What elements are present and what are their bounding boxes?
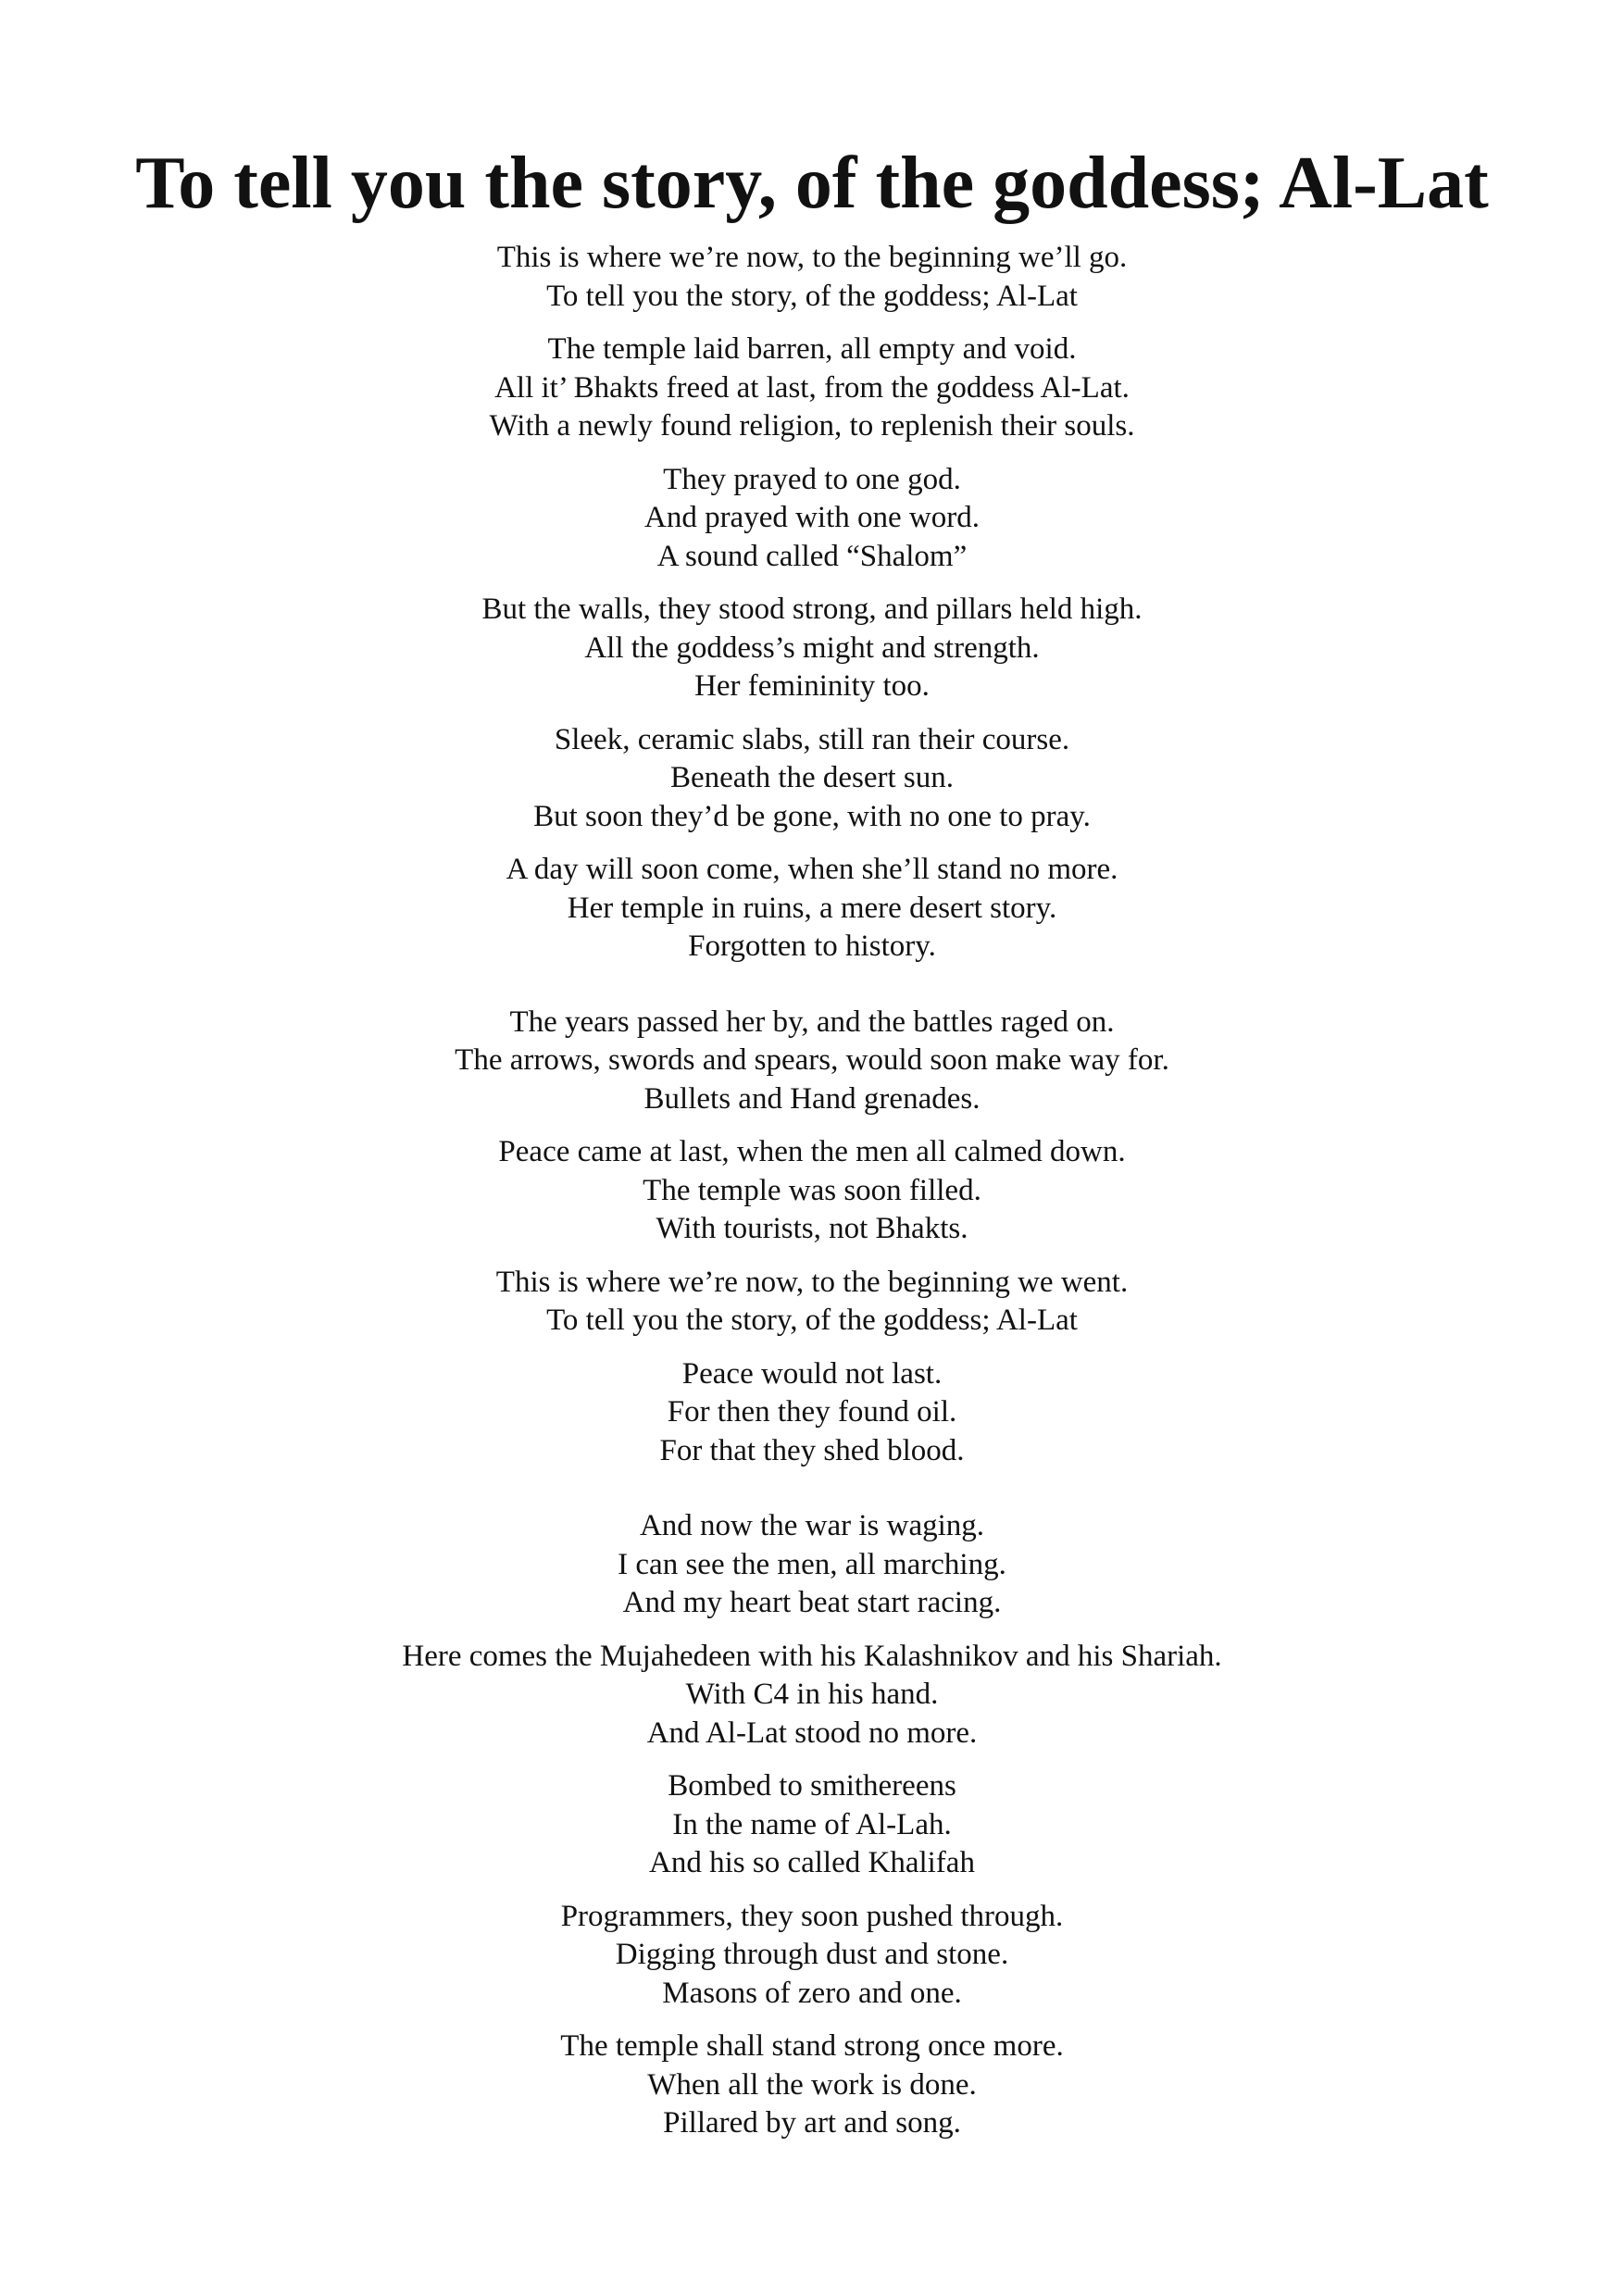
poem-line: Bombed to smithereens	[668, 1769, 956, 1803]
poem-line: Her femininity too.	[694, 669, 930, 703]
poem-line: Peace came at last, when the men all calmed down.	[498, 1135, 1126, 1168]
poem-line: To tell you the story, of the goddess; Al-Lat	[546, 1304, 1078, 1337]
poem-line: The years passed her by, and the battles raged on.	[509, 1004, 1115, 1039]
poem-line: Pillared by art and song.	[663, 2106, 961, 2140]
poem-line: They prayed to one god.	[663, 462, 961, 496]
poem-line: With tourists, not Bhakts.	[656, 1212, 968, 1245]
poem-line: Her temple in ruins, a mere desert story.	[567, 891, 1057, 925]
poem-line: And his so called Khalifah	[649, 1846, 975, 1879]
poem-line: With C4 in his hand.	[685, 1678, 939, 1711]
stanza	[0, 591, 1624, 706]
poem-line: Digging through dust and stone.	[615, 1938, 1009, 1971]
stanza	[0, 1638, 1624, 1753]
poem-line: The temple was soon filled.	[643, 1173, 981, 1207]
stanza	[0, 331, 1624, 446]
stanza	[0, 1264, 1624, 1341]
poem-title: To tell you the story, of the goddess; Al-Lat	[135, 143, 1489, 224]
poem-line: And my heart beat start racing.	[622, 1586, 1002, 1619]
poem-line: To tell you the story, of the goddess; Al-Lat	[546, 279, 1078, 313]
poem-line: For then they found oil.	[667, 1395, 957, 1429]
stanza	[0, 2028, 1624, 2143]
poem-line: With a newly found religion, to replenish their souls.	[489, 409, 1135, 443]
stanza	[0, 1767, 1624, 1883]
poem-line: This is where we’re now, to the beginning we’ll go.	[496, 241, 1128, 274]
poem-line: Masons of zero and one.	[662, 1976, 962, 2010]
poem-line: Forgotten to history.	[688, 930, 936, 963]
poem-line: And prayed with one word.	[643, 501, 980, 534]
stanza	[0, 721, 1624, 837]
stanza	[0, 851, 1624, 967]
poem-line: When all the work is done.	[647, 2067, 977, 2102]
poem-line: Sleek, ceramic slabs, still ran their course.	[554, 722, 1070, 756]
stanza	[0, 1898, 1624, 2014]
poem-line: But the walls, they stood strong, and pillars held high.	[481, 593, 1143, 626]
poem-line: Peace would not last.	[681, 1356, 943, 1391]
stanza	[0, 239, 1624, 316]
poem-line: In the name of Al-Lah.	[672, 1807, 952, 1841]
poem-line: But soon they’d be gone, with no one to pray.	[533, 799, 1091, 833]
poem-line: All it’ Bhakts freed at last, from the goddess Al-Lat.	[494, 370, 1130, 405]
poem-line: This is where we’re now, to the beginning we went.	[495, 1265, 1129, 1299]
poem-line: All the goddess’s might and strength.	[584, 630, 1040, 665]
poem-line: The arrows, swords and spears, would soon make way for.	[455, 1043, 1169, 1077]
poem-line: Programmers, they soon pushed through.	[560, 1899, 1064, 1933]
poem-line: For that they shed blood.	[659, 1433, 965, 1467]
poem-line: Bullets and Hand grenades.	[643, 1081, 981, 1116]
poem-line: A day will soon come, when she’ll stand no more.	[506, 853, 1118, 886]
poem-line: I can see the men, all marching.	[618, 1547, 1006, 1581]
poem-line: Beneath the desert sun.	[669, 761, 955, 794]
stanza	[0, 1507, 1624, 1623]
poem-line: And Al-Lat stood no more.	[646, 1716, 978, 1750]
stanza	[0, 1004, 1624, 1119]
poem-line: A sound called “Shalom”	[656, 539, 968, 573]
poem-line: The temple laid barren, all empty and void.	[547, 332, 1077, 366]
poem-line: The temple shall stand strong once more.	[560, 2029, 1064, 2063]
stanza	[0, 1133, 1624, 1249]
poem-body	[0, 239, 1624, 2158]
poem-line: And now the war is waging.	[639, 1509, 985, 1542]
stanza	[0, 1355, 1624, 1471]
poem-line: Here comes the Mujahedeen with his Kalashnikov and his Shariah.	[402, 1639, 1222, 1673]
stanza	[0, 461, 1624, 577]
